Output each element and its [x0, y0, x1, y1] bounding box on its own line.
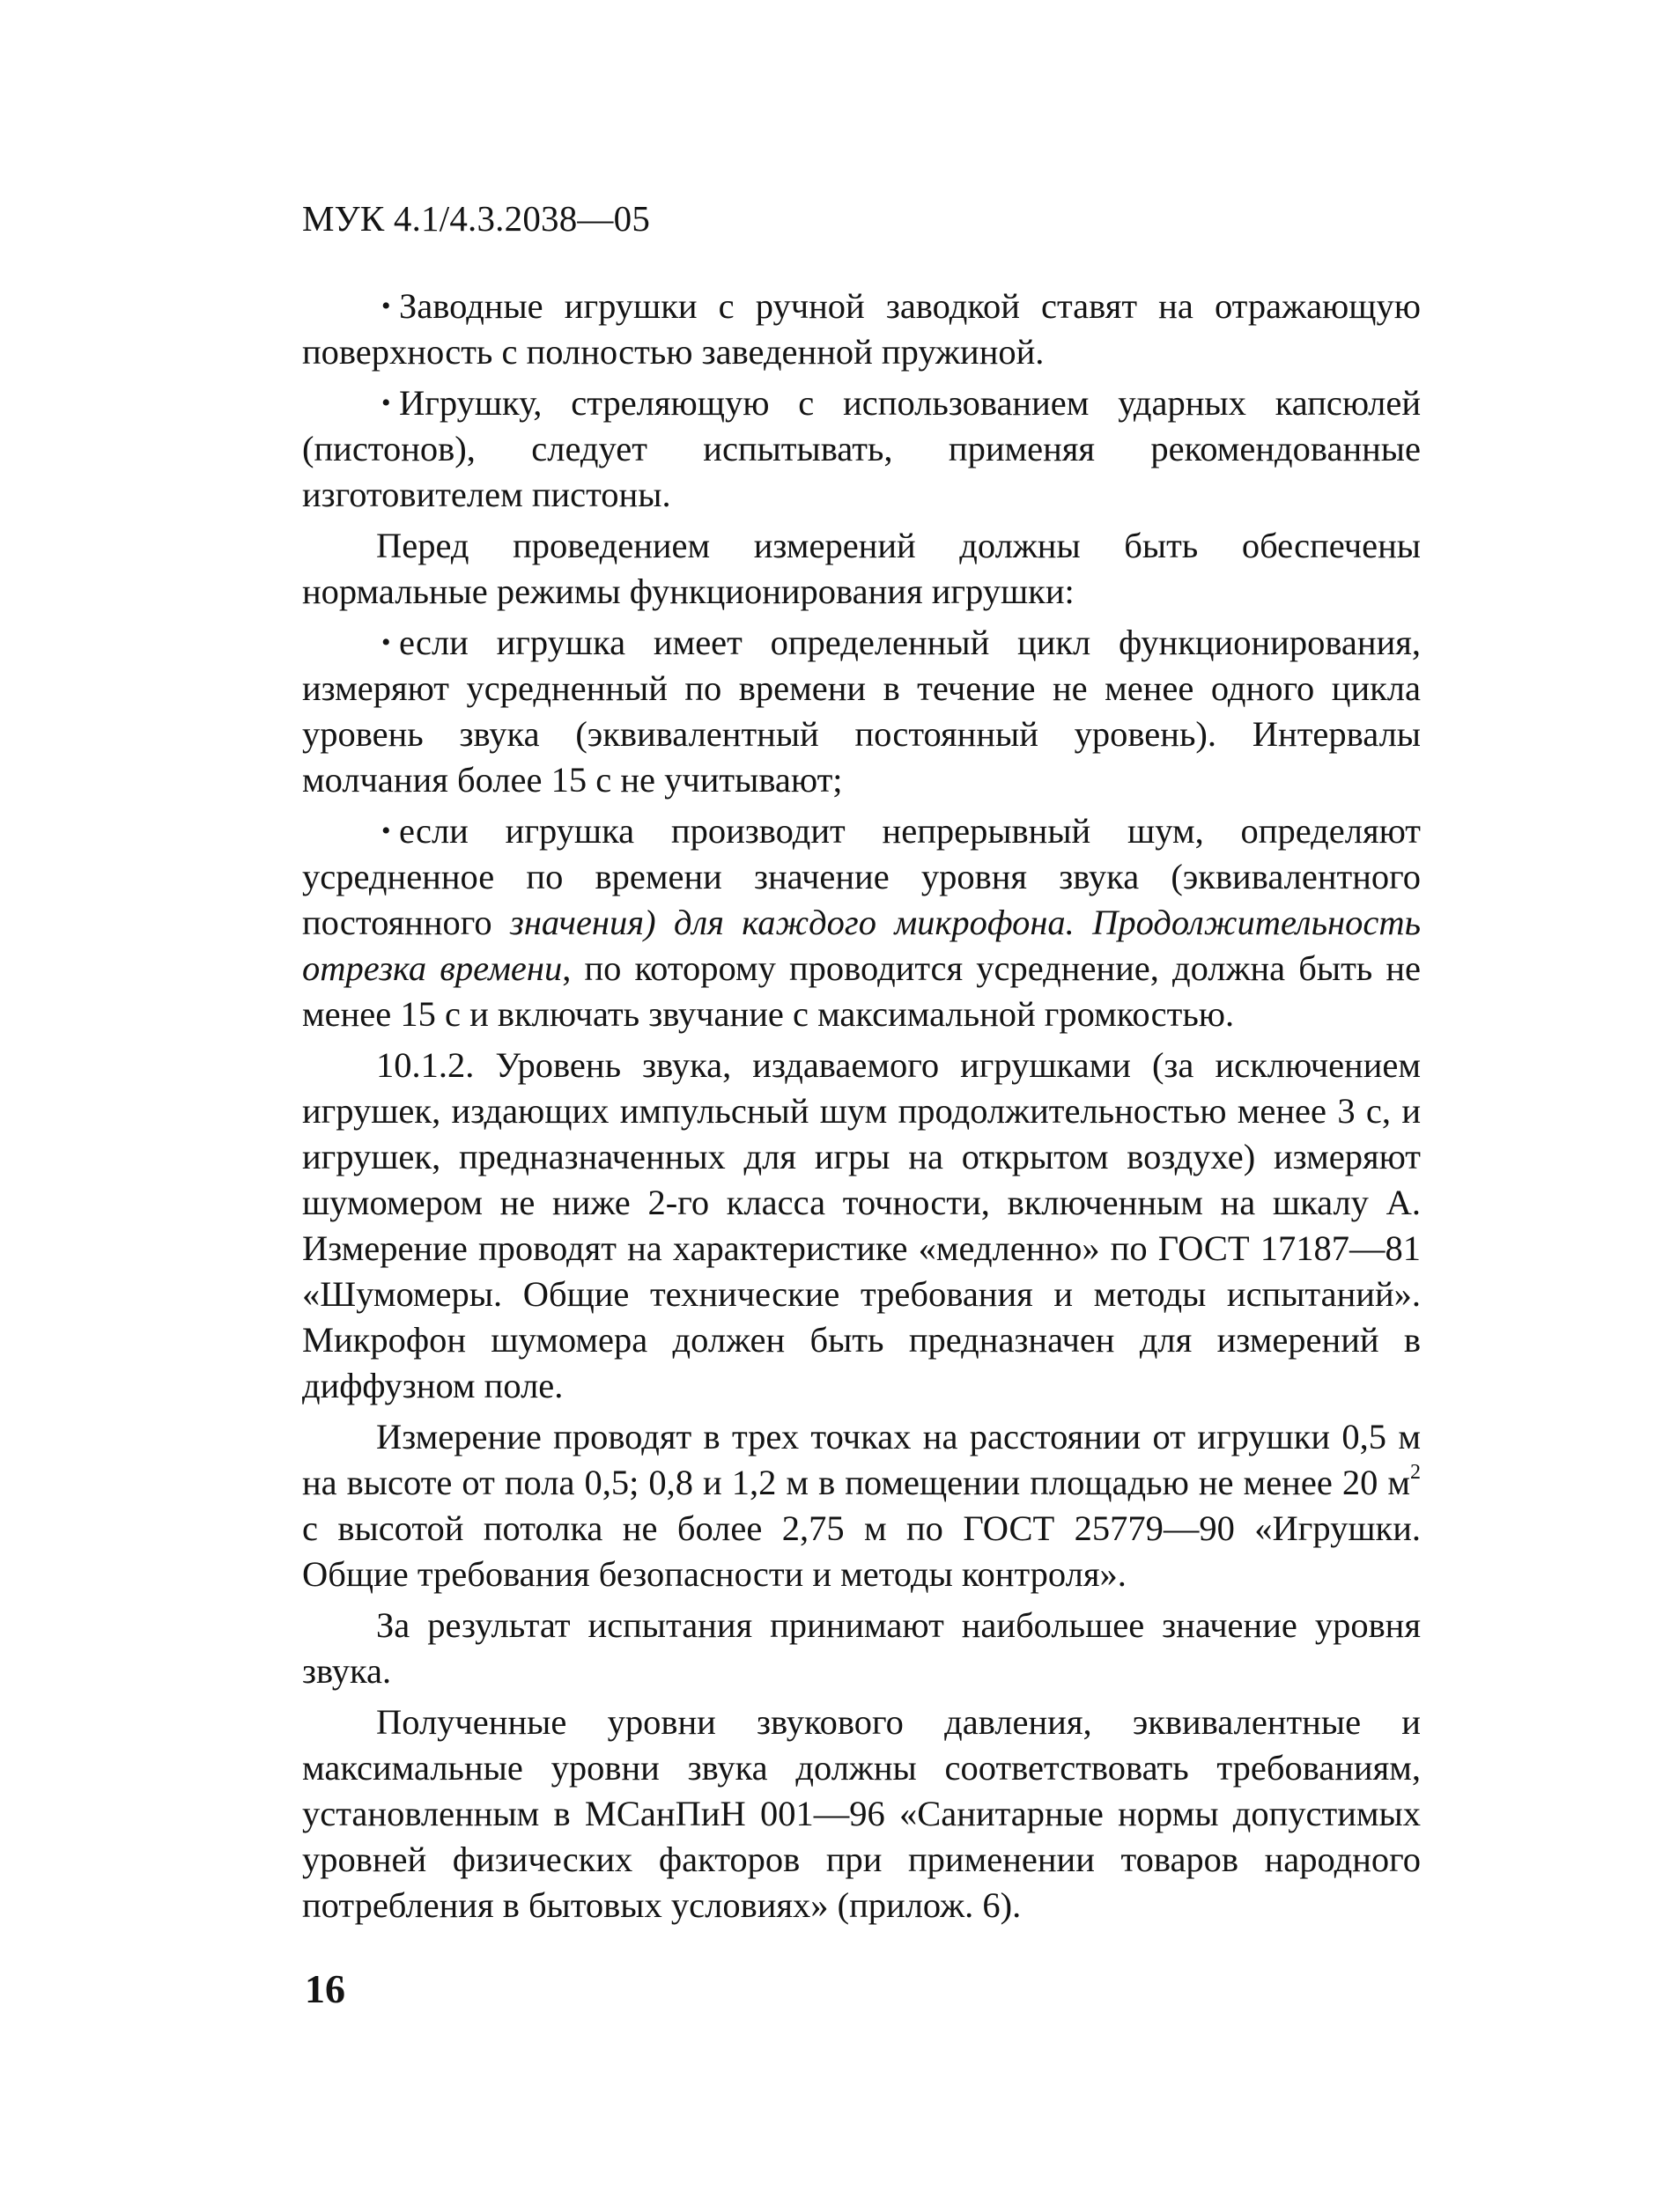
paragraph-sanitary-norms: Полученные уровни звукового давления, эквивалентные и максимальные уровни звука должны соответствовать требованиям, установленным в МСанПиН 001—96 «Санитарные нормы допустимых уровней физических факторов при применении товаров народного потребления в бытовых условиях» (прилож. 6).: [302, 1702, 1421, 1925]
paragraph-text-b: , по которому проводится усреднение, должна быть не менее 15 с и включать звучание с максимальной громкостью.: [302, 948, 1421, 1034]
paragraph-text: Игрушку, стреляющую с использованием ударных капсюлей (пистонов), следует испытывать, применяя рекомендованные изготовителем пистоны.: [302, 383, 1421, 514]
paragraph-continuous-noise: [302, 808, 1421, 1037]
bullet-icon: •: [381, 816, 391, 845]
paragraph-operating-modes: Перед проведением измерений должны быть обеспечены нормальные режимы функционирования игрушки:: [302, 526, 1421, 611]
paragraph-cap-guns: [302, 380, 1421, 518]
document-code-header: МУК 4.1/4.3.2038—05: [302, 198, 651, 239]
paragraph-10-1-2: 10.1.2. Уровень звука, издаваемого игрушками (за исключением игрушек, издающих импульсный шум продолжительностью менее 3 с, и игрушек, предназначенных для игры на открытом воздухе) измеряют шумомером не ниже 2-го класса точности, включенным на шкалу А. Измерение проводят на характеристике «медленно» по ГОСТ 17187—81 «Шумомеры. Общие технические требования и методы испытаний». Микрофон шумомера должен быть предназначен для измерений в диффузном поле.: [302, 1045, 1421, 1405]
bullet-icon: •: [381, 628, 391, 657]
paragraph-text-italic: значения) для каждого микрофона. Продолжительность отрезка времени: [302, 903, 1421, 988]
document-body: [302, 284, 1421, 1934]
paragraph-wind-up-toys: [302, 284, 1421, 375]
bullet-icon: •: [381, 291, 391, 321]
paragraph-text-a: Измерение проводят в трех точках на расстоянии от игрушки 0,5 м на высоте от пола 0,5; 0,8 и 1,2 м в помещении площадью не менее 20 м: [302, 1417, 1421, 1502]
paragraph-test-result: За результат испытания принимают наибольшее значение уровня звука.: [302, 1605, 1421, 1691]
paragraph-text: Заводные игрушки с ручной заводкой ставят на отражающую поверхность с полностью заведенной пружиной.: [302, 286, 1421, 372]
paragraph-measurement-points: [302, 1414, 1421, 1597]
page-number: 16: [305, 1966, 345, 2011]
paragraph-text-a: если игрушка производит непрерывный шум, определяют усредненное по времени значение уровня звука (эквивалентного постоянного: [302, 811, 1421, 942]
paragraph-cycle-operation: [302, 620, 1421, 803]
bullet-icon: •: [381, 388, 391, 417]
superscript: 2: [1410, 1461, 1421, 1484]
paragraph-text: если игрушка имеет определенный цикл функционирования, измеряют усредненный по времени в течение не менее одного цикла уровень звука (эквивалентный постоянный уровень). Интервалы молчания более 15 с не учитывают;: [302, 623, 1421, 800]
paragraph-text-b: с высотой потолка не более 2,75 м по ГОСТ 25779—90 «Игрушки. Общие требования безопасности и методы контроля».: [302, 1508, 1421, 1594]
